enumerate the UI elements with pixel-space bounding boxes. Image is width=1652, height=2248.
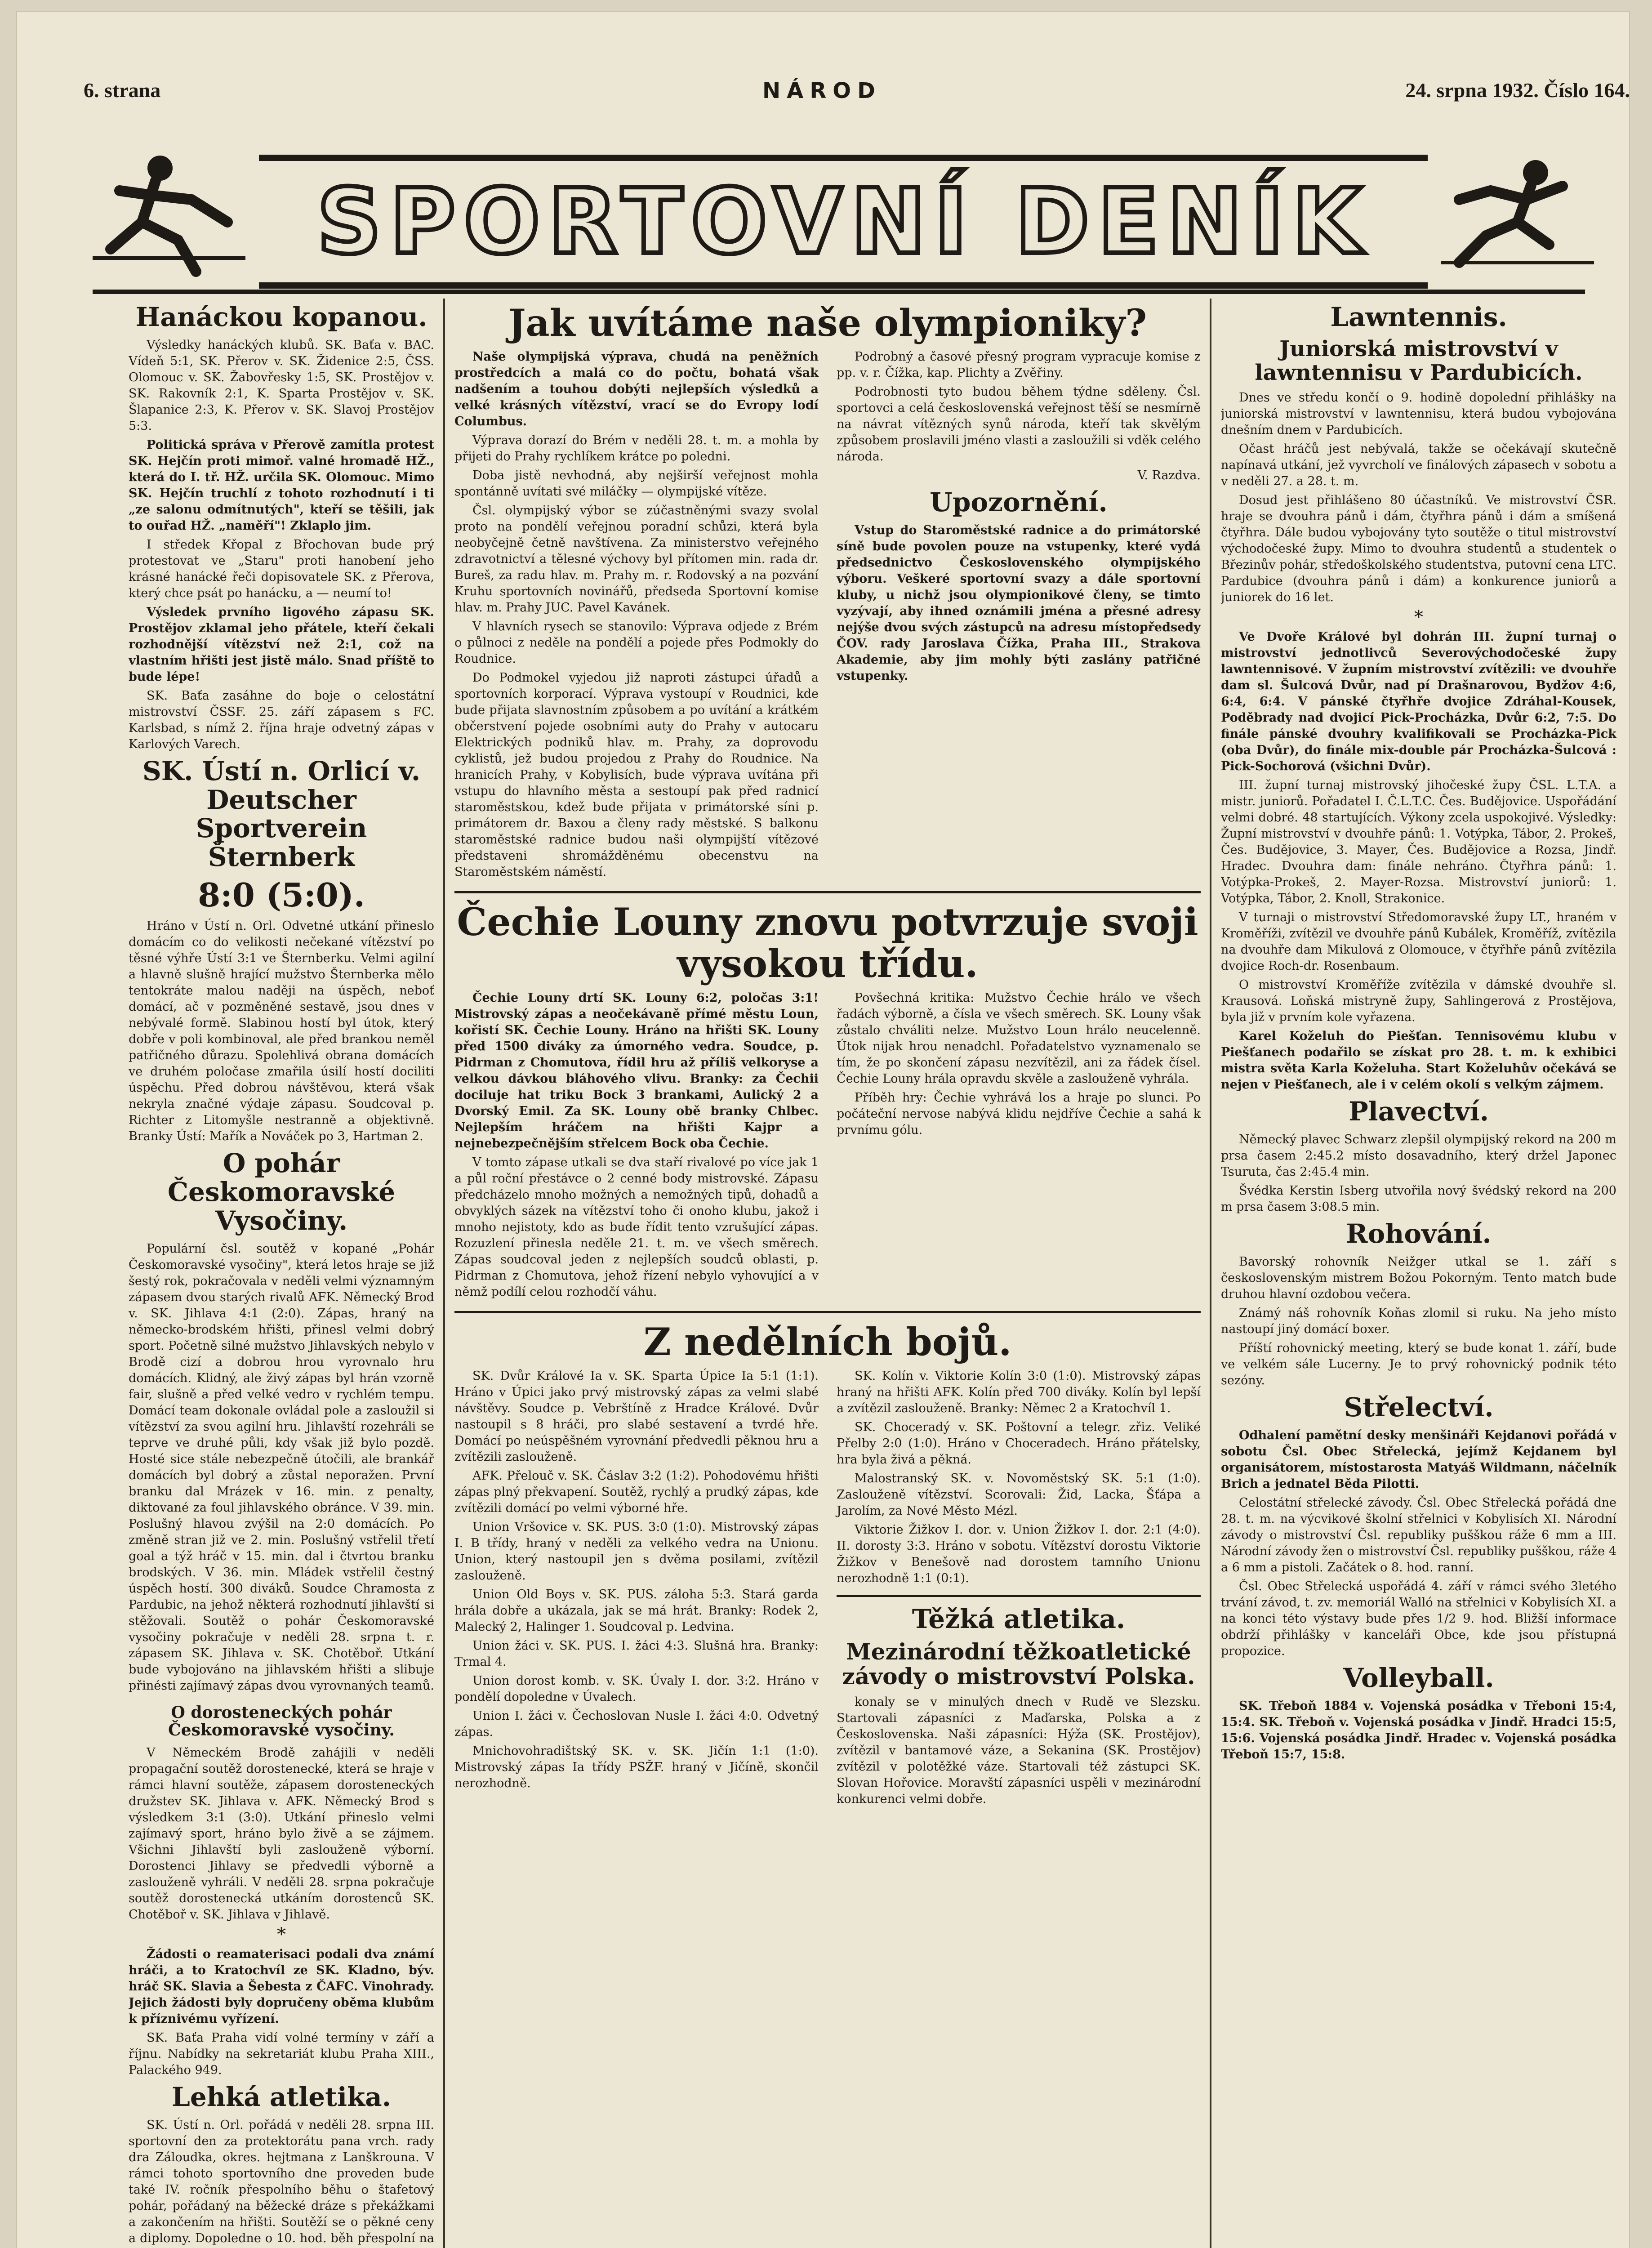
article-text: Do Podmokel vyjedou již naproti zástupci úřadů a sportovních korporací. Výprava vystoupí v Roudnici, kde bude přijata slavnostním způsobem a po uvítání a krátkém občerstvení pojede osobními auty do Prahy v autocaru Elektrických podniků hlav. m. Prahy, za doprovodu cyklistů, jež budou projedou z Prahy do Roudnice. Na hranicích Prahy, v Kobylisích, bude výprava uvítána při vstupu do hlavního města a sestoupí pak před radnicí staroměstskou, kdež bude přijata v primátorské síni p. primátorem dr. Baxou a členy rady městské. S balkonu staroměstské radnice budou naši olympijští vítězové představeni shromážděnému obecenstvu na Staroměstském náměstí. <box>454 671 819 879</box>
article-title: Mezinárodní těžkoatletické závody o mistrovství Polska. <box>842 1638 1195 1690</box>
article-text: Příběh hry: Čechie vyhrává los a hraje po slunci. Po počáteční nervose nabývá klidu nejdříve Čechie a sahá k prvnímu gólu. <box>837 1090 1201 1137</box>
article-signature: V. Razdva. <box>1137 468 1201 483</box>
separator-star: * <box>277 1924 286 1945</box>
article-text: I středek Křopal z Břochovan bude prý protestovat ve „Staru" proti hanobení jeho krásné hanácké řeči dopisovatele SK. z Přerova, který chce psát po hanácku, a — neumí to! <box>129 537 434 600</box>
banner-title: SPORTOVNÍ DENÍK <box>259 155 1428 289</box>
newspaper-name: NÁROD <box>762 78 882 103</box>
article-text: Naše olympijská výprava, chudá na peněžních prostředcích a malá co do počtu, bohatá však nadšením a touhou dobýti nejlepších výsledků a velké krásných vítězství, vrací se do Evropy lodí Columbus. <box>454 350 819 429</box>
article-text: Celostátní střelecké závody. Čsl. Obec Střelecká pořádá dne 28. t. m. na výcvikové školní střelnici v Kobylisích XI. Národní závody o mistrovství Čsl. republiky pušškou ráže 6 mm a III. Národní závody žen o mistrovství Čsl. republiky pušškou, ráže 4 a 6 mm a pistoli. Začátek o 8. hod. ranní. <box>1221 1495 1616 1574</box>
article-text: V Německém Brodě zahájili v neděli propagační soutěž dorostenecké, která se hraje v rámci hlavní soutěže, zápasem dorosteneckých družstev SK. Jihlava v. AFK. Německý Brod s výsledkem 3:1 (3:0). Utkání přineslo velmi zajímavý sport, hráno bylo živě a se zájmem. Všichni Jihlavští byli zaslouženě výborní. Dorostenci Jihlavy se předvedli výborně a zaslouženě vyhráli. V neděli 28. srpna pokračuje soutěž dorostenecká utkáním dorostenců SK. Chotěboř v. SK. Jihlava v Jihlavě. <box>129 1745 434 1922</box>
article-title: Lawntennis. <box>1330 302 1507 332</box>
article-text: Podrobnosti tyto budou během týdne sděleny. Čsl. sportovci a celá československá veřejnost těší se nesmírně na návrat vítězných synů národa, kteří tak skvělým způsobem proslavili jméno vlasti a zasloužili si vděk celého národa. <box>837 385 1201 464</box>
article-text: Příští rohovnický meeting, který se bude konat 1. září, bude ve velkém sále Lucerny. Je to prvý rohovnický podnik této sezóny. <box>1221 1341 1616 1387</box>
newspaper-page <box>16 11 1630 2248</box>
article-text: Union dorost komb. v. SK. Úvaly I. dor. 3:2. Hráno v pondělí dopoledne v Úvalech. <box>454 1674 819 1704</box>
article-title: Hanáckou kopanou. <box>135 302 427 332</box>
article-text: Doba jistě nevhodná, aby nejširší veřejnost mohla spontánně uvítati své miláčky — olympijské vítěze. <box>454 468 819 499</box>
issue-date: 24. srpna 1932. Číslo 164. <box>1405 79 1630 102</box>
section-rule <box>837 1595 1201 1597</box>
article-title: Plavectví. <box>1349 1096 1489 1127</box>
article-text: Očast hráčů jest nebývalá, takže se očekávají skutečně napínavá utkání, jež vyvrcholí ve finálových zápasech v sobotu a v neděli 27. a 28. t. m. <box>1221 442 1616 489</box>
article-title: Těžká atletika. <box>912 1604 1126 1635</box>
article-text: Union žáci v. SK. PUS. I. žáci 4:3. Slušná hra. Branky: Trmal 4. <box>454 1639 819 1669</box>
article-text: Hráno v Ústí n. Orl. Odvetné utkání přineslo domácím co do velikosti nečekané vítězství po těsné výhře Ústí 3:1 ve Šternberku. Velmi agilní a hlavně slušně hrající mužstvo Šternberka mělo tentokráte malou naději na úspěch, neboť domácí, ač v pozměněné sestavě, jsou dnes v nebývalé formě. Slabinou hostí byl útok, který dobře v poli kombinoval, ale před brankou neměl patřičného důrazu. Spolehlivá obrana domácích ve druhém poločase zmařila úsilí hostí dociliti úspěchu. Před dobrou návštěvou, která však nekryla značné výdaje zápasu. Soudcoval p. Richter z Litomyšle nestranně a objektivně. Branky Ústí: Mařík a Nováček po 3, Hartman 2. <box>129 919 434 1144</box>
article-text: Bavorský rohovník Neižger utkal se 1. září s československým mistrem Božou Pokorným. Tento match bude druhou hlavní ozdobou večera. <box>1221 1254 1616 1301</box>
article-text: Union Vršovice v. SK. PUS. 3:0 (1:0). Mistrovský zápas I. B třídy, hraný v neděli za velkého vedra na Unionu. Union, který nastoupil jen s dvěma posilami, zvítězil zaslouženě. <box>454 1520 819 1583</box>
column-right <box>1221 299 1616 2209</box>
article-text: SK. Baťa Praha vidí volné termíny v září a říjnu. Nabídky na sekretariát klubu Praha XIII., Palackého 949. <box>129 2030 434 2077</box>
article-text: O mistrovství Kroměříže zvítězila v dámské dvouhře sl. Krausová. Loňská mistryně župy, Sahlingerová z Prostějova, byla již v prvním kole vyřazena. <box>1221 978 1616 1025</box>
article-title: O dorosteneckých pohár Českomoravské vysočiny. <box>168 1703 395 1740</box>
header-rule <box>93 290 1585 294</box>
article-title: Juniorská mistrovství v lawntennisu v Pardubicích. <box>1255 336 1583 385</box>
separator-star: * <box>1414 607 1423 628</box>
article-text: Union Old Boys v. SK. PUS. záloha 5:3. Stará garda hrála dobře a ukázala, jak se má hrát. Branky: Rodek 2, Malecký 2, Halinger 1. Soudcoval p. Ledvina. <box>454 1588 819 1634</box>
column-middle <box>454 299 1201 2248</box>
article-title: SK. Ústí n. Orlicí v. Deutscher Sportverein Šternberk <box>142 755 421 873</box>
page-number: 6. strana <box>84 79 161 102</box>
olympians-article <box>454 349 1201 883</box>
article-text: Dosud jest přihlášeno 80 účastníků. Ve mistrovství ČSR. hraje se dvouhra pánů i dám, čtyřhra pánů i dám a smíšená čtyřhra. Dále budou vybojovány tyto soutěže o titul mistrovství východočeské župy. Mimo to dvouhra studentů a studentek o Březinův pohár, středoškolského studentstva, putovní cena LTC. Pardubice (dvouhra pánů i dám) a konkurence juniorů a juniorek do 16 let. <box>1221 493 1616 605</box>
column-divider <box>443 299 445 2248</box>
article-text: Populární čsl. soutěž v kopané „Pohár Českomoravské vysočiny", která letos hraje se již šestý rok, pokračovala v neděli velmi významným zápasem dvou starých rivalů AFK. Německý Brod v. SK. Jihlava 4:1 (2:0). Zápas, hraný na německo-brodském hřišti, přinesl velmi dobrý sport. Početně silné mužstvo Jihlavských nebylo v Brodě cizí a dobrou hrou vyrovnalo hru domácích. Klidný, ale živý zápas byl hrán vzorně fair, slušně a před velké vedro v rychlém tempu. Domácí team dokonale ovládal pole a zasloužil si vítězství za svou agilní hru. Jihlavští rozehráli se teprve ve druhé půli, kdy však již bylo pozdě. Hosté sice stále nebezpečně útočili, ale brankář domácích byl dobrý a zůstal neporažen. První branku dal Mrázek v 16. min. z penalty, diktované za foul jihlavského obránce. V 39. min. Poslušný hlavou zvýšil na 2:0 domácích. Po změně stran již ve 2. min. Poslušný vstřelil třetí goal a týž hráč v 15. min. dal i čtvrtou branku brodských. V 36. min. Mládek vstřelil čestný úspěch hostí. 300 diváků. Soudce Chramosta z Pardubic, na jehož některá rozhodnutí jihlavští si stěžovali. Soutěž o pohár Českomoravské vysočiny pokračuje v neděli 28. srpna t. r. zápasem SK. Jihlava v. SK. Chotěboř. Utkání bude vybojováno na jihlavském hřišti a slibuje přinésti zajímavý zápas dvou vyrovnaných teamů. <box>129 1241 434 1693</box>
article-text: Karel Koželuh do Piešťan. Tennisovému klubu v Piešťanech podařilo se získat pro 28. t. m. k exhibici mistra světa Karla Koželuha. Start Koželuhův očekává se nejen v Piešťanech, ale i v celém okolí s velkým zájmem. <box>1221 1029 1616 1092</box>
article-title: Z nedělních bojů. <box>643 1319 1012 1364</box>
column-divider <box>1210 299 1211 2248</box>
article-text: Mnichovohradištský SK. v. SK. Jičín 1:1 (1:0). Mistrovský zápas Ia třídy PSŽF. hraný v Jičíně, skončil nerozhodně. <box>454 1744 819 1791</box>
article-text: Povšechná kritika: Mužstvo Čechie hrálo ve všech řadách výborně, a čísla ve všech směrech. SK. Louny však zůstalo chváliti nelze. Mužstvo Loun hrálo neucelenně. Útok nijak hrou nenadchl. Pořadatelstvo vyznamenalo se tím, že po skončení zápasu nezvítězil, ani za řádek čísel. Čechie Louny hrála opravdu skvěle a zaslouženě vyhrála. <box>837 990 1201 1086</box>
article-text: Viktorie Žižkov I. dor. v. Union Žižkov I. dor. 2:1 (4:0). II. dorosty 3:3. Hráno v sobotu. Vítězství dorostu Viktorie Žižkov v Benešově nad dorostem tamního Unionu nerozhodně 1:1 (0:1). <box>837 1523 1201 1586</box>
article-text: III. župní turnaj mistrovský jihočeské župy ČSL. L.T.A. a mistr. juniorů. Pořadatel I. Č.L.T.C. Čes. Budějovice. Uspořádání velmi dobré. 48 startujících. Výkony zcela uspokojivé. Výsledky: Župní mistrovství v dvouhře pánů: 1. Votýpka, Tábor, 2. Prokeš, Čes. Budějovice, 3. Mayer, Čes. Budějovice a Rozsa, Jindř. Hradec. Dvouhra dam: finále nehráno. Čtyřhra pánů: 1. Votýpka-Prokeš, 2. Mayer-Rozsa. Mistrovství juniorů: 1. Votýpka, Tábor, 2. Knoll, Strakonice. <box>1221 778 1616 906</box>
article-text: Výsledky hanáckých klubů. SK. Baťa v. BAC. Vídeň 5:1, SK. Přerov v. SK. Židenice 2:5, ČSS. Olomouc v. SK. Žabovřesky 1:5, SK. Prostějov v. SK. Rakovník 2:1, K. Sparta Prostějov v. SK. Šlapanice 2:3, K. Přerov v. SK. Slavoj Prostějov 5:3. <box>129 338 434 433</box>
article-text: SK. Ústí n. Orl. pořádá v neděli 28. srpna III. sportovní den za protektorátu pana vrch. rady dra Záloudka, okres. hejtmana z Lanškrouna. V rámci tohoto sportovního dne proveden bude také IV. ročník přespolního běhu o štafetový pohár, pořádaný na běžecké dráze s překážkami a zakončením na hřišti. Soutěží se o pěkné ceny a diplomy. Dopoledne o 10. hod. běh přespolní na <box>129 2118 434 2245</box>
article-title: Jak uvítáme naše olympioniky? <box>508 302 1147 345</box>
article-title: O pohár Českomoravské Vysočiny. <box>167 1148 396 1236</box>
article-text: AFK. Přelouč v. SK. Čáslav 3:2 (1:2). Pohodovému hřišti zápas plný překvapení. Soutěž, rychlý a prudký zápas, kde zvítězili domácí po velmi výborné hře. <box>454 1469 819 1516</box>
article-text: SK. Baťa zasáhne do boje o celostátní mistrovství ČSSF. 25. září zápasem s FC. Karlsbad, s nímž 2. října hraje odvetný zápas v Karlových Varech. <box>129 688 434 751</box>
article-text: Výprava dorazí do Brém v neděli 28. t. m. a mohla by přijeti do Prahy rychlíkem krátce po poledni. <box>454 433 819 464</box>
section-rule <box>454 1311 1201 1313</box>
article-text: Podrobný a časové přesný program vypracuje komise z pp. v. r. Čížka, kap. Plichty a Zvěřiny. <box>837 350 1201 380</box>
article-text: Německý plavec Schwarz zlepšil olympijský rekord na 200 m prsa časem 2:45.2 místo dosavadního, který držel Japonec Tsuruta, čas 2:45.4 min. <box>1221 1133 1616 1179</box>
article-text: Dnes ve středu končí o 9. hodině dopolední přihlášky na juniorská mistrovství v lawntennisu, která budou vybojována dnešním dnem v Pardubicích. <box>1221 391 1616 437</box>
article-text: Výsledek prvního ligového zápasu SK. Prostějov zklamal jeho přátele, kteří čekali rozhodnější vítězství než 2:1, což na vlastním hřišti jest jistě málo. Snad příště to bude lépe! <box>129 605 434 684</box>
article-text: SK. Kolín v. Viktorie Kolín 3:0 (1:0). Mistrovský zápas hraný na hřišti AFK. Kolín před 700 diváky. Kolín byl lepší a zvítězil zaslouženě. Branky: Němec 2 a Kratochvíl 1. <box>837 1369 1201 1416</box>
sunday-matches <box>454 1368 1201 1810</box>
article-text: Čsl. Obec Střelecká uspořádá 4. září v rámci svého 3letého trvání závod, t. zv. memoriál Walló na střelnici v Kobylisích XI. a na konci této výstavy bude přes 1/2 9. hod. Bližší informace obdrží přihlášky v kanceláři Obce, kde jsou přístupná propozice. <box>1221 1579 1616 1658</box>
article-text: Ve Dvoře Králové byl dohrán III. župní turnaj o mistrovství jednotlivců Severovýchodočeské župy lawntennisové. V župním mistrovství zvítězili: ve dvouhře dam sl. Šulcová Dvůr, nad pí Drašnarovou, Bydžov 4:6, 6:4, 6:4. V pánské čtyřhře dvojice Zdráhal-Kousek, Poděbrady nad dvojicí Pick-Procházka, Dvůr 6:2, 7:5. Do finále pánské dvouhry kvalifikovali se Procházka-Pick (oba Dvůr), do finále mix-double pár Procházka-Šulcová : Pick-Sochorová (všichni Dvůr). <box>1221 630 1616 774</box>
runner-left-icon <box>93 146 254 281</box>
article-text: Politická správa v Přerově zamítla protest SK. Hejčín proti mimoř. valné hromadě HŽ., která do I. tř. HŽ. určila SK. Olomouc. Mimo SK. Hejčín truchlí z tohoto rozhodnutí i ti „ze salonu odmítnutých", kteří se těšili, jak to ouřad HŽ. „naměří"! Zklaplo jim. <box>129 437 434 533</box>
article-text: Žádosti o reamaterisaci podali dva známí hráči, a to Kratochvíl ze SK. Kladno, býv. hráč SK. Slavia a Šebesta z ČAFC. Vinohrady. Jejich žádosti byly dopručeny oběma klubům k příznivému vyřízení. <box>129 1947 434 2026</box>
article-text: Čechie Louny drtí SK. Louny 6:2, poločas 3:1! Mistrovský zápas a neočekávaně přímé městu Loun, kořistí SK. Čechie Louny. Hráno na hřišti SK. Louny před 1500 diváky za úmorného vedra. Soudce, p. Pidrman z Chomutova, řídil hru až příliš velkoryse a velkou dávkou bláhového vlivu. Branky: za Čechii dociluje hat triku Bock 3 brankami, Aulický 2 a Dvorský Emil. Za SK. Louny obě branky Chlbec. Nejlepším hráčem na hřišti Kajpr a nejnebezpečnějším střelcem Bock oba Čechie. <box>454 990 819 1151</box>
column-left <box>129 299 434 2248</box>
page-header <box>84 78 1630 123</box>
article-title: Volleyball. <box>1343 1662 1494 1693</box>
article-text: SK. Třeboň 1884 v. Vojenská posádka v Třeboni 15:4, 15:4. SK. Třeboň v. Vojenská posádka v Jindř. Hradci 15:5, 15:6. Vojenská posádka Jindř. Hradec v. Vojenská posádka Třeboň 15:7, 15:8. <box>1221 1699 1616 1762</box>
article-text: V hlavních rysech se stanovilo: Výprava odjede z Brém o půlnoci z neděle na pondělí a pojede přes Podmokly do Roudnice. <box>454 620 819 666</box>
article-text: SK. Dvůr Králové Ia v. SK. Sparta Úpice Ia 5:1 (1:1). Hráno v Úpici jako prvý mistrovský zápas za velmi slabé návštěvy. Soudce p. Vebrštíně z Hradce Králové. Dvůr nastoupil s 8 hráči, pro slabé sestavení a tvrdé hře. Domácí po neúspěšném vyrovnání předvedli pěknou hru a zvítězili zaslouženě. <box>454 1369 819 1464</box>
article-text: Malostranský SK. v. Novoměstský SK. 5:1 (1:0). Zaslouženě vítězství. Scorovali: Žid, Lacka, Šťápa a Jarolím, za Nové Město Mézl. <box>837 1472 1201 1518</box>
article-title: Upozornění. <box>930 487 1108 518</box>
section-rule <box>454 891 1201 893</box>
article-text: V turnaji o mistrovství Středomoravské župy LT., hraném v Kroměříži, zvítězil ve dvouhře pánů Kubálek, Kroměříž, zvítězila na dvouhře dam Mikulová z Olomouce, v čtyřhře pánů zvítězila dvojice Roch-dr. Rosenbaum. <box>1221 910 1616 973</box>
runner-right-icon <box>1432 146 1594 281</box>
article-text: Union I. žáci v. Čechoslovan Nusle I. žáci 4:0. Odvetný zápas. <box>454 1709 819 1740</box>
louny-article <box>454 990 1201 1303</box>
section-banner <box>93 146 1594 290</box>
article-text: Švédka Kerstin Isberg utvořila nový švédský rekord na 200 m prsa časem 3:08.5 min. <box>1221 1184 1616 1214</box>
article-text: konaly se v minulých dnech v Rudě ve Slezsku. Startovali zápasníci z Maďarska, Polska a z Československa. Naši zápasníci: Hýža (SK. Prostějov), zvítězil v bantamové váze, a Sekanina (SK. Prostějov) zvítězil v polotěžké váze. Startovali též zástupci SK. Slovan Hořovice. Moravští zápasníci uspěli v mezinárodní konkurenci velmi dobře. <box>837 1695 1201 1806</box>
match-score: 8:0 (5:0). <box>198 875 365 914</box>
article-title: Čechie Louny znovu potvrzuje svoji vysokou třídu. <box>457 900 1198 986</box>
article-text: Čsl. olympijský výbor se zúčastněnými svazy svolal proto na pondělí veřejnou poradní schůzi, která byla neobyčejně četně navštívena. Za ministerstvo veřejného zdravotnictví a tělesné výchovy byl přítomen min. rada dr. Bureš, za radu hlav. m. Prahy m. r. Rodovský a na pozvání Kruhu sportovních novinářů, předseda Sportovní komise hlav. m. Prahy JUC. Pavel Kavánek. <box>454 504 819 615</box>
article-title: Lehká atletika. <box>172 2081 391 2112</box>
article-text: Vstup do Staroměstské radnice a do primátorské síně bude povolen pouze na vstupenky, které vydá předsednictvo Československého olympijského výboru. Veškeré sportovní svazy a dále sportovní kluby, u nichž jsou olympionikové členy, se timto vyzývají, aby ihned oznámili jména a přesné adresy nejýše dvou svých zástupců na adresu místopředsedy ČOV. rady Jaroslava Čížka, Praha III., Strakova Akademie, aby jim mohly býti zaslány patřičné vstupenky. <box>837 523 1201 683</box>
article-text: Známý náš rohovník Koňas zlomil si ruku. Na jeho místo nastoupí jiný domácí boxer. <box>1221 1306 1616 1336</box>
article-title: Rohování. <box>1346 1218 1492 1249</box>
article-text: SK. Choceradý v. SK. Poštovní a telegr. zřiz. Veliké Přelby 2:0 (1:0). Hráno v Choceradech. Hráno přátelsky, hra byla živá a pěkná. <box>837 1420 1201 1467</box>
article-text: Odhalení pamětní desky menšináři Kejdanovi pořádá v sobotu Čsl. Obec Střelecká, jejímž Kejdanem byl organisátorem, místostarosta Matyáš Wildmann, náčelník Brich a jednatel Běda Pilotti. <box>1221 1428 1616 1491</box>
article-title: Střelectví. <box>1344 1392 1494 1423</box>
article-text: V tomto zápase utkali se dva staří rivalové po více jak 1 a půl roční přestávce o 2 cenné body mistrovské. Zápasu předcházelo mnoho možných a nemožných tipů, dohadů a obvyklých sázek na vítězství toho či onoho klubu, jakož i mnoho nejistoty, kdo as bude řídit tento vzrušující zápas. Rozuzlení přinesla neděle 21. t. m. ve všech směrech. Zápas soudcoval jeden z nejlepších soudců oblasti, p. Pidrman z Chomutova, jehož řízení nebylo vyhovující a v němž podílí celou rozhodčí váhu. <box>454 1155 819 1299</box>
